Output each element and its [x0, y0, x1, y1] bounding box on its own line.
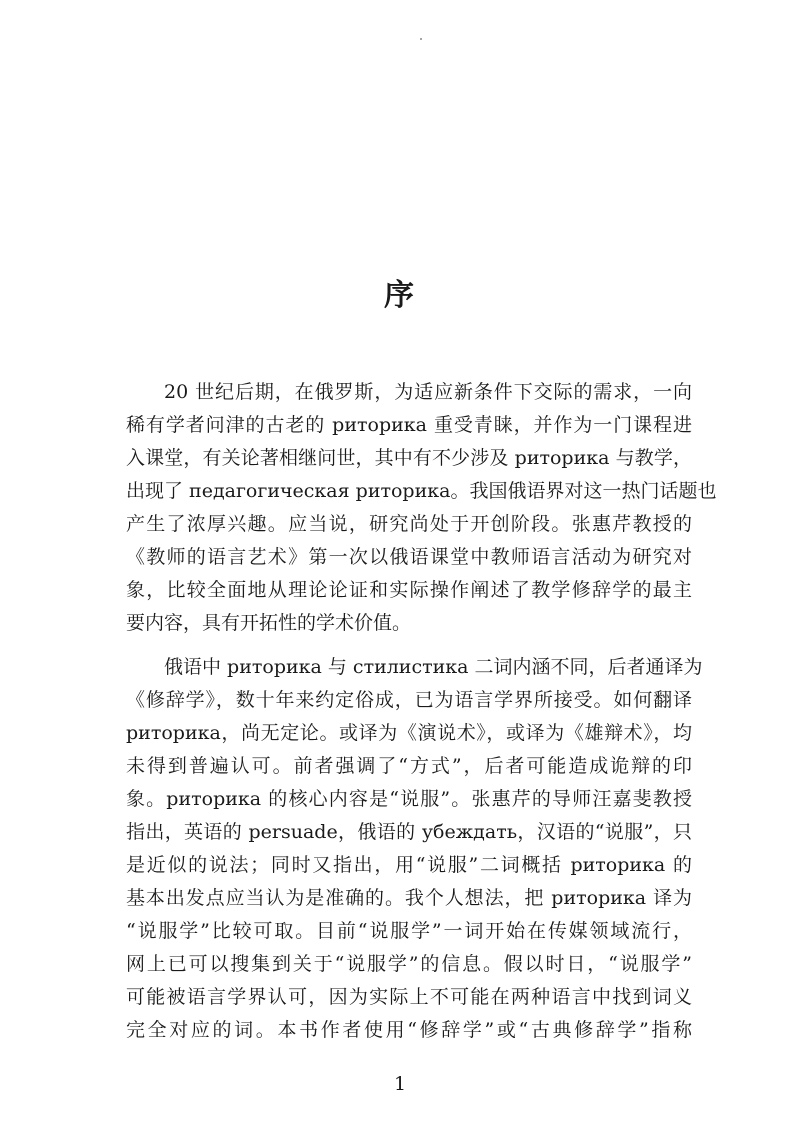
body-text: [126, 376, 717, 1047]
text-line: риторика，尚无定论。或译为《演说术》，或译为《雄辩术》，均: [126, 722, 692, 744]
text-line: 20 世纪后期，在俄罗斯，为适应新条件下交际的需求，一向: [164, 381, 692, 403]
scan-speck: [420, 38, 422, 40]
text-line: 象，比较全面地从理论论证和实际操作阐述了教学修辞学的最主: [126, 579, 692, 601]
text-line: 《修辞学》，数十年来约定俗成，已为语言学界所接受。如何翻译: [126, 689, 692, 711]
text-line: 指出，英语的 persuade，俄语的 убеждать，汉语的“说服”，只: [126, 821, 692, 843]
text-line: 出现了 педагогическая риторика。我国俄语界对这一热门话题也: [126, 480, 717, 502]
text-line: 俄语中 риторика 与 стилистика 二词内涵不同，后者通译为: [164, 656, 703, 678]
text-line: 可能被语言学界认可，因为实际上不可能在两种语言中找到词义: [126, 986, 692, 1008]
text-line: 未得到普遍认可。前者强调了“方式”，后者可能造成诡辩的印: [126, 755, 692, 777]
paragraph-1: [126, 376, 717, 640]
text-line: 要内容，具有开拓性的学术价值。: [126, 612, 412, 634]
text-line: 《教师的语言艺术》第一次以俄语课堂中教师语言活动为研究对: [126, 546, 692, 568]
page-number: 1: [393, 1073, 407, 1095]
text-line: 稀有学者问津的古老的 риторика 重受青睐，并作为一门课程进: [126, 414, 692, 436]
text-line: 基本出发点应当认为是准确的。我个人想法，把 риторика 译为: [126, 887, 692, 909]
page-title: 序: [384, 278, 416, 313]
text-line: 产生了浓厚兴趣。应当说，研究尚处于开创阶段。张惠芹教授的: [126, 513, 692, 535]
text-line: 完全对应的词。本书作者使用“修辞学”或“古典修辞学”指称: [126, 1019, 692, 1041]
text-line: 网上已可以搜集到关于“说服学”的信息。假以时日，“说服学”: [126, 953, 692, 975]
paragraph-2: [126, 651, 703, 1047]
text-line: 入课堂，有关论著相继问世，其中有不少涉及 риторика 与教学，: [126, 447, 692, 469]
text-line: “说服学”比较可取。目前“说服学”一词开始在传媒领域流行，: [126, 920, 692, 942]
text-line: 象。риторика 的核心内容是“说服”。张惠芹的导师汪嘉斐教授: [126, 788, 692, 810]
text-line: 是近似的说法；同时又指出，用“说服”二词概括 риторика 的: [126, 854, 692, 876]
